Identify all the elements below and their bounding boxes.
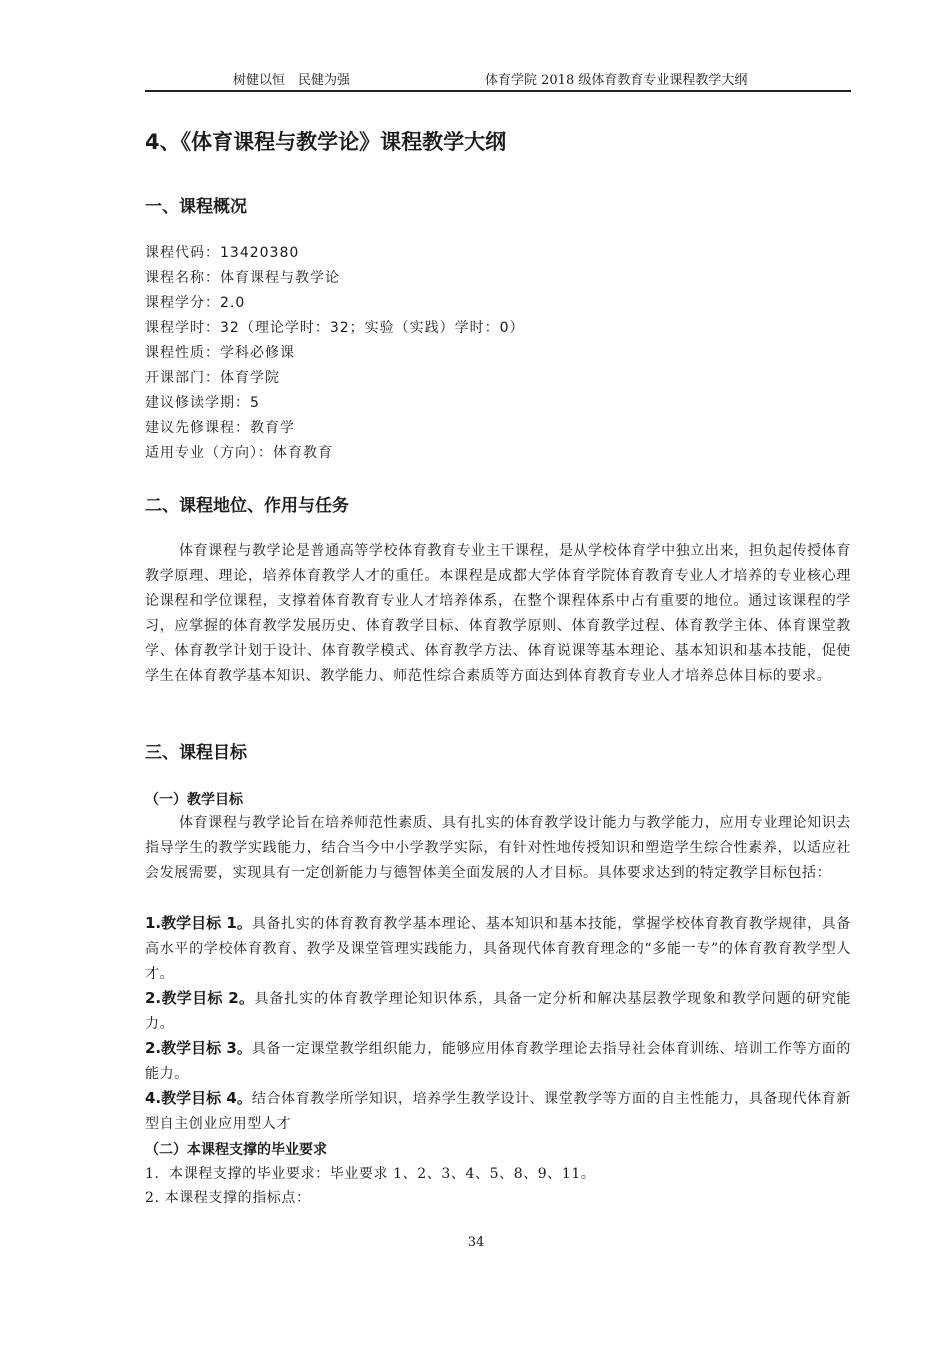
section-heading-overview: 一、课程概况 xyxy=(145,197,247,217)
page-header xyxy=(145,66,851,92)
goal-text: 具备扎实的体育教育教学基本理论、基本知识和基本技能，掌握学校体育教育教学规律，具备高水平的学校体育教育、教学及课堂管理实践能力，具备现代体育教育理念的“多能一专”的体育教育教学型人才。 xyxy=(145,916,851,982)
document-title: 4、《体育课程与教学论》课程教学大纲 xyxy=(145,130,507,154)
goal-label: 1.教学目标 1。 xyxy=(145,914,252,932)
info-department: 开课部门：体育学院 xyxy=(145,370,280,386)
teaching-goal-3 xyxy=(145,1036,851,1087)
page-number: 34 xyxy=(467,1235,485,1250)
header-doc-title: 体育学院 2018 级体育教育专业课程教学大纲 xyxy=(485,73,748,88)
teaching-goal-1 xyxy=(145,911,851,987)
header-motto: 树健以恒 民健为强 xyxy=(233,73,351,88)
info-semester: 建议修读学期：5 xyxy=(145,395,260,411)
goal-text: 具备扎实的体育教学理论知识体系，具备一定分析和解决基层教学现象和教学问题的研究能力。 xyxy=(145,991,852,1032)
goal-label: 2.教学目标 2。 xyxy=(145,989,255,1007)
info-major: 适用专业（方向）：体育教育 xyxy=(145,445,333,461)
info-course-hours: 课程学时：32（理论学时：32；实验（实践）学时：0） xyxy=(145,320,525,336)
objectives-intro: 体育课程与教学论旨在培养师范性素质、具有扎实的体育教学设计能力与教学能力，应用专业理论知识去指导学生的教学实践能力，结合当今中小学教学实际，有针对性地传授知识和塑造学生综合性素养，以适应社会发展需要，实现具有一定创新能力与德智体美全面发展的人才目标。具体要求达到的特定教学目标包括： xyxy=(145,815,851,881)
info-course-code: 课程代码：13420380 xyxy=(145,245,300,261)
goal-label: 4.教学目标 4。 xyxy=(145,1089,252,1107)
teaching-goal-4 xyxy=(145,1086,851,1137)
goal-label: 2.教学目标 3。 xyxy=(145,1039,252,1057)
indicator-points-line: 2. 本课程支撑的指标点： xyxy=(145,1190,311,1206)
course-info-list xyxy=(145,241,525,466)
graduation-requirements-line: 1．本课程支撑的毕业要求：毕业要求 1、2、3、4、5、8、9、11。 xyxy=(145,1166,596,1182)
info-prerequisite: 建议先修课程：教育学 xyxy=(145,420,295,436)
subheading-graduation-requirements: （二）本课程支撑的毕业要求 xyxy=(145,1142,327,1158)
subheading-teaching-objectives: （一）教学目标 xyxy=(145,792,243,808)
teaching-goal-2 xyxy=(145,986,851,1037)
section-heading-role: 二、课程地位、作用与任务 xyxy=(145,496,349,516)
info-course-credit: 课程学分：2.0 xyxy=(145,295,246,311)
info-course-nature: 课程性质：学科必修课 xyxy=(145,345,295,361)
info-course-name: 课程名称：体育课程与教学论 xyxy=(145,270,340,286)
goal-text: 结合体育教学所学知识，培养学生教学设计、课堂教学等方面的自主性能力，具备现代体育新型自主创业应用型人才 xyxy=(145,1091,851,1132)
goal-text: 具备一定课堂教学组织能力，能够应用体育教学理论去指导社会体育训练、培训工作等方面的能力。 xyxy=(145,1041,851,1082)
role-paragraph: 体育课程与教学论是普通高等学校体育教育专业主干课程，是从学校体育学中独立出来，担负起传授体育教学原理、理论，培养体育教学人才的重任。本课程是成都大学体育学院体育教育专业人才培养的专业核心理论课程和学位课程，支撑着体育教育专业人才培养体系，在整个课程体系中占有重要的地位。通过该课程的学习，应掌握的体育教学发展历史、体育教学目标、体育教学原则、体育教学过程、体育教学主体、体育课堂教学、体育教学计划于设计、体育教学模式、体育教学方法、体育说课等基本理论、基本知识和基本技能，促使学生在体育教学基本知识、教学能力、师范性综合素质等方面达到体育教育专业人才培养总体目标的要求。 xyxy=(145,543,851,684)
section-heading-objectives: 三、课程目标 xyxy=(145,743,247,763)
